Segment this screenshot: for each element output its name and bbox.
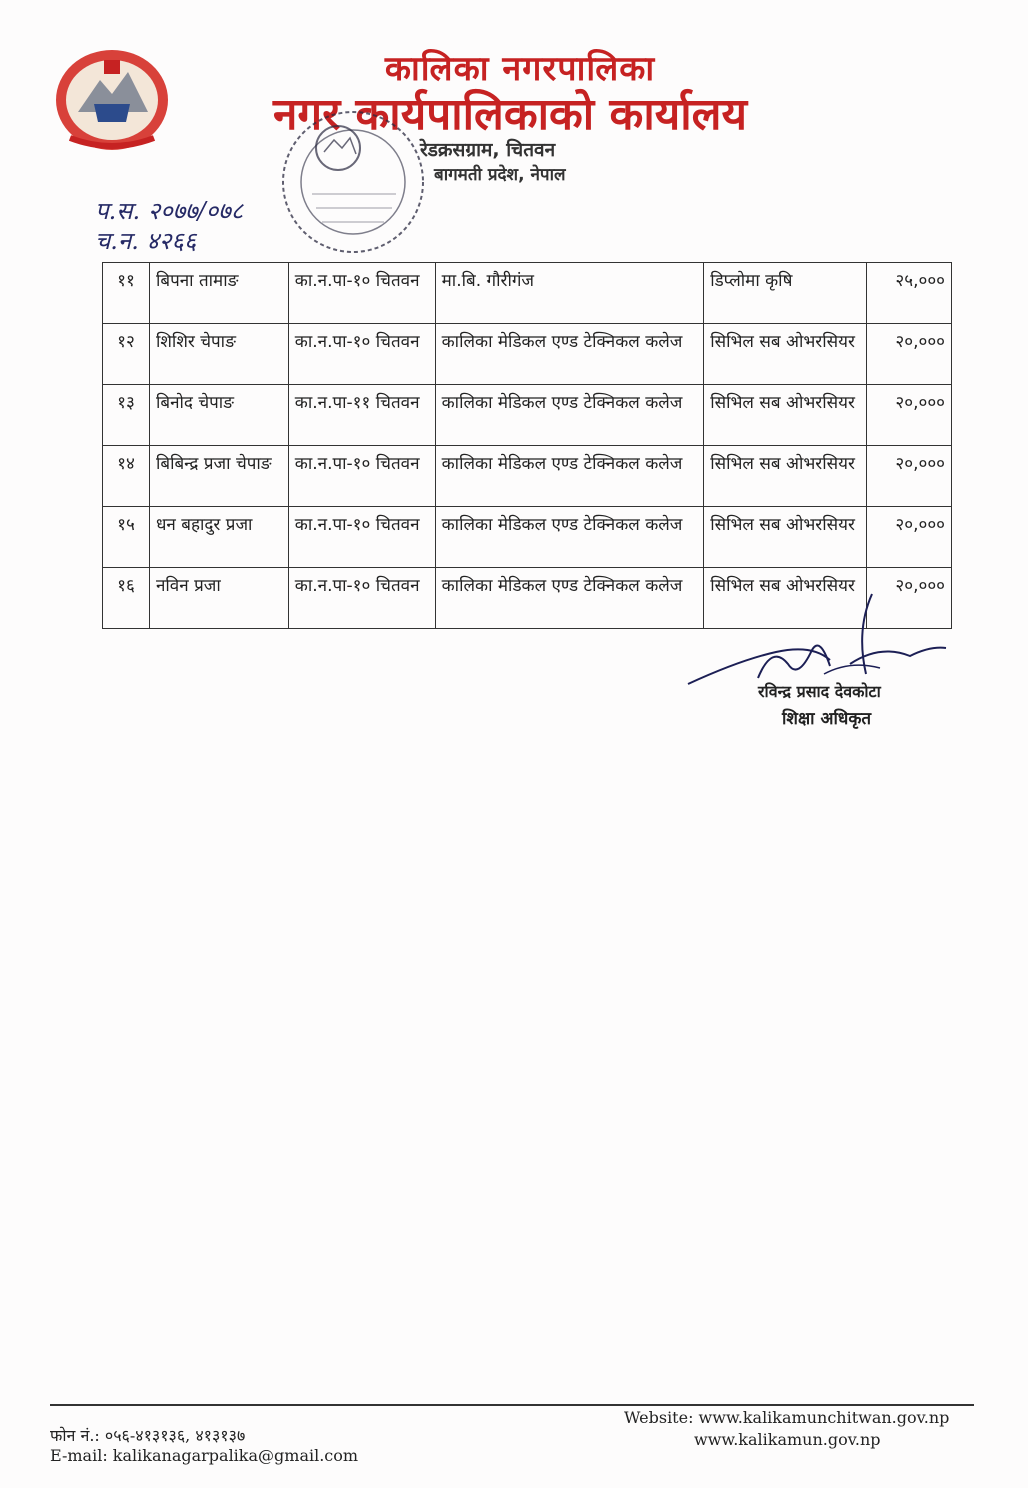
name-cell: बिबिन्द्र प्रजा चेपाङ bbox=[149, 446, 288, 507]
address-cell: का.न.पा-११ चितवन bbox=[288, 385, 435, 446]
institution-cell: कालिका मेडिकल एण्ड टेक्निकल कलेज bbox=[435, 507, 704, 568]
table-row bbox=[103, 446, 952, 507]
name-cell: धन बहादुर प्रजा bbox=[149, 507, 288, 568]
amount-cell: २०,००० bbox=[867, 568, 952, 629]
table-row bbox=[103, 385, 952, 446]
name-cell: शिशिर चेपाङ bbox=[149, 324, 288, 385]
table-row bbox=[103, 324, 952, 385]
institution-cell: मा.बि. गौरीगंज bbox=[435, 263, 704, 324]
footer-website-secondary: www.kalikamun.gov.np bbox=[694, 1430, 881, 1449]
serial-number-cell: ११ bbox=[103, 263, 150, 324]
address-cell: का.न.पा-१० चितवन bbox=[288, 263, 435, 324]
footer-website-primary: Website: www.kalikamunchitwan.gov.np bbox=[624, 1408, 950, 1427]
beneficiary-table bbox=[102, 262, 952, 629]
table-row bbox=[103, 507, 952, 568]
course-cell: सिभिल सब ओभरसियर bbox=[704, 324, 867, 385]
address-cell: का.न.पा-१० चितवन bbox=[288, 324, 435, 385]
serial-number-cell: १६ bbox=[103, 568, 150, 629]
course-cell: सिभिल सब ओभरसियर bbox=[704, 568, 867, 629]
serial-number-cell: १३ bbox=[103, 385, 150, 446]
institution-cell: कालिका मेडिकल एण्ड टेक्निकल कलेज bbox=[435, 324, 704, 385]
serial-number-cell: १२ bbox=[103, 324, 150, 385]
course-cell: सिभिल सब ओभरसियर bbox=[704, 385, 867, 446]
address-cell: का.न.पा-१० चितवन bbox=[288, 446, 435, 507]
signatory-name: रविन्द्र प्रसाद देवकोटा bbox=[758, 682, 881, 701]
amount-cell: २०,००० bbox=[867, 324, 952, 385]
serial-number-cell: १५ bbox=[103, 507, 150, 568]
name-cell: नविन प्रजा bbox=[149, 568, 288, 629]
municipality-name: कालिका नगरपालिका bbox=[384, 49, 656, 89]
address-cell: का.न.पा-१० चितवन bbox=[288, 507, 435, 568]
institution-cell: कालिका मेडिकल एण्ड टेक्निकल कलेज bbox=[435, 385, 704, 446]
serial-number-cell: १४ bbox=[103, 446, 150, 507]
address-province: बागमती प्रदेश, नेपाल bbox=[434, 165, 566, 185]
address-city: रेडक्रसग्राम, चितवन bbox=[420, 139, 556, 161]
course-cell: सिभिल सब ओभरसियर bbox=[704, 446, 867, 507]
table-row bbox=[103, 263, 952, 324]
handwritten-dispatch-number: च.न. ४२६६ bbox=[95, 227, 197, 255]
institution-cell: कालिका मेडिकल एण्ड टेक्निकल कलेज bbox=[435, 568, 704, 629]
nepal-emblem-logo bbox=[50, 42, 174, 154]
name-cell: बिनोद चेपाङ bbox=[149, 385, 288, 446]
amount-cell: २५,००० bbox=[867, 263, 952, 324]
course-cell: सिभिल सब ओभरसियर bbox=[704, 507, 867, 568]
amount-cell: २०,००० bbox=[867, 507, 952, 568]
office-title: नगर कार्यपालिकाको कार्यालय bbox=[273, 89, 747, 140]
amount-cell: २०,००० bbox=[867, 385, 952, 446]
office-stamp bbox=[272, 104, 434, 260]
amount-cell: २०,००० bbox=[867, 446, 952, 507]
address-cell: का.न.पा-१० चितवन bbox=[288, 568, 435, 629]
course-cell: डिप्लोमा कृषि bbox=[704, 263, 867, 324]
footer-divider bbox=[50, 1404, 974, 1406]
handwritten-reference-number: प.स. २०७७/०७८ bbox=[95, 197, 244, 225]
institution-cell: कालिका मेडिकल एण्ड टेक्निकल कलेज bbox=[435, 446, 704, 507]
signatory-title: शिक्षा अधिकृत bbox=[782, 709, 872, 729]
footer-email: E-mail: kalikanagarpalika@gmail.com bbox=[50, 1446, 359, 1465]
footer-phone: फोन नं.: ०५६-४१३१३६, ४१३१३७ bbox=[50, 1426, 246, 1445]
name-cell: बिपना तामाङ bbox=[149, 263, 288, 324]
